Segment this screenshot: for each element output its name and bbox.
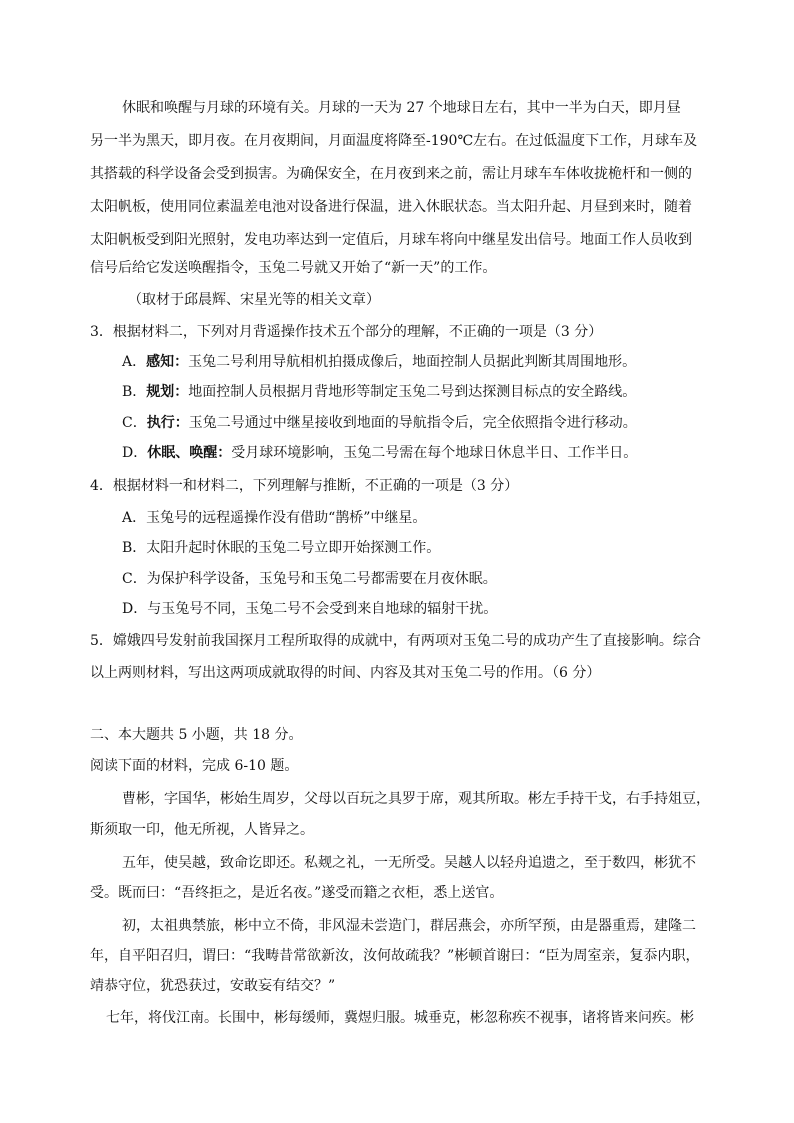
question-3-option-a: [122, 352, 636, 372]
question-5-line: 以上两则材料，写出这两项成就取得的时间、内容及其对玉兔二号的作用。（6 分）: [90, 665, 601, 681]
option-keyword: 规划：: [146, 384, 189, 400]
section-heading: 二、本大题共 5 小题，共 18 分。: [90, 727, 303, 743]
source-citation: （取材于邱晨辉、宋星光等的相关文章）: [128, 292, 380, 308]
classical-text-line: 年，自平阳召归，谓曰：“我畴昔常欲新汝，汝何故疏我？”彬顿首谢曰：“臣为周室亲，复忝内职，: [90, 948, 700, 964]
option-prefix: B．: [122, 384, 147, 400]
question-3-stem: 3．根据材料二，下列对月背遥操作技术五个部分的理解，不正确的一项是（3 分）: [90, 324, 603, 340]
question-3-option-c: [122, 413, 637, 433]
option-prefix: A．: [122, 354, 147, 370]
option-keyword: 感知：: [146, 354, 189, 370]
classical-text-line: 受。既而曰：“吾终拒之，是近名夜。”遂受而籍之衣柜，悉上送官。: [90, 885, 504, 901]
question-3-option-d: [122, 443, 637, 463]
classical-text-line: 初，太祖典禁旅，彬中立不倚，非风湿未尝造门，群居燕会，亦所罕预，由是器重焉，建隆二: [122, 918, 696, 934]
passage-line: 信号后给它发送唤醒指令，玉兔二号就又开始了“新一天”的工作。: [90, 260, 497, 276]
passage-line: 休眠和唤醒与月球的环境有关。月球的一天为 27 个地球日左右，其中一半为白天，即月昼: [122, 100, 681, 116]
passage-line: 太阳帆板受到阳光照射，发电功率达到一定值后，月球车将向中继星发出信号。地面工作人员收到: [90, 232, 692, 248]
classical-text-line: 七年，将伐江南。长围中，彬每缓师，冀煜归服。城垂克，彬忽称疾不视事，诸将皆来问疾。彬: [106, 1010, 694, 1026]
question-5-line: 5．嫦娥四号发射前我国探月工程所取得的成就中，有两项对玉兔二号的成功产生了直接影响。综合: [90, 633, 701, 649]
passage-line: 其搭载的科学设备会受到损害。为确保安全，在月夜到来之前，需让月球车车体收拢桅杆和一侧的: [90, 166, 692, 182]
classical-text-line: 斯须取一印，他无所视，人皆异之。: [90, 822, 314, 838]
option-prefix: D．: [122, 445, 148, 461]
question-4-option-c: C．为保护科学设备，玉兔号和玉兔二号都需要在月夜休眠。: [122, 571, 497, 587]
option-keyword: 执行：: [146, 415, 189, 431]
option-text: 玉兔二号利用导航相机拍摄成像后，地面控制人员据此判断其周围地形。: [188, 354, 637, 370]
option-keyword: 休眠、唤醒：: [147, 445, 232, 461]
option-text: 地面控制人员根据月背地形等制定玉兔二号到达探测目标点的安全路线。: [188, 384, 637, 400]
passage-line: 太阳帆板，使用同位素温差电池对设备进行保温，进入休眠状态。当太阳升起、月昼到来时，随着: [90, 199, 692, 215]
option-text: 玉兔二号通过中继星接收到地面的导航指令后，完全依照指令进行移动。: [188, 415, 637, 431]
classical-text-line: 曹彬，字国华，彬始生周岁，父母以百玩之具罗于席，观其所取。彬左手持干戈，右手持俎豆，: [122, 791, 710, 807]
classical-text-line: 靖恭守位，犹恐获过，安敢妄有结交？”: [90, 978, 336, 994]
option-prefix: C．: [122, 415, 147, 431]
question-4-option-a: A．玉兔号的远程遥操作没有借助“鹊桥”中继星。: [122, 510, 427, 526]
question-4-option-d: D．与玉兔号不同，玉兔二号不会受到来自地球的辐射干扰。: [122, 601, 498, 617]
question-4-stem: 4．根据材料一和材料二，下列理解与推断，不正确的一项是（3 分）: [90, 478, 519, 494]
section-instruction: 阅读下面的材料，完成 6-10 题。: [90, 758, 299, 774]
option-text: 受月球环境影响，玉兔二号需在每个地球日休息半日、工作半日。: [231, 445, 638, 461]
question-4-option-b: B．太阳升起时休眠的玉兔二号立即开始探测工作。: [122, 540, 441, 556]
question-3-option-b: [122, 382, 636, 402]
passage-line: 另一半为黑天，即月夜。在月夜期间，月面温度将降至-190℃左右。在过低温度下工作，月球车及: [90, 133, 698, 149]
classical-text-line: 五年，使吴越，致命讫即还。私觌之礼，一无所受。吴越人以轻舟追遗之，至于数四，彬犹不: [122, 855, 696, 871]
